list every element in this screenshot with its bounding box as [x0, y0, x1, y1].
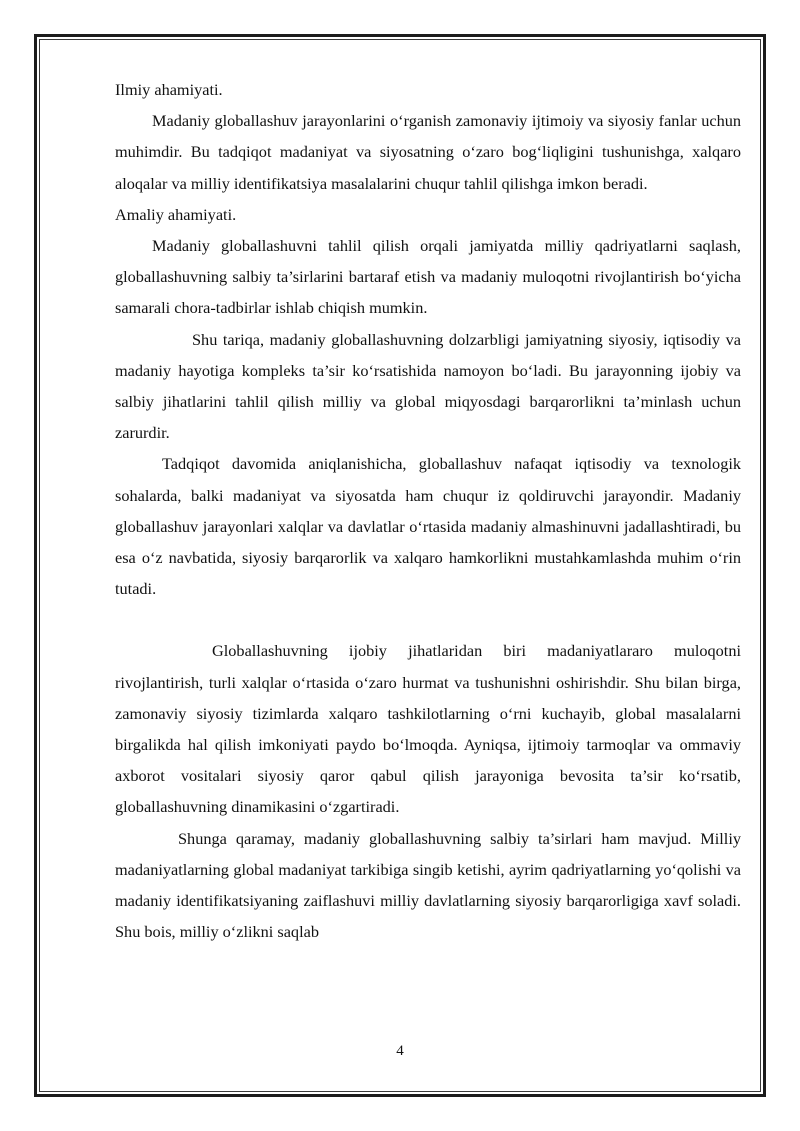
paragraph-positive-aspects: Globallashuvning ijobiy jihatlaridan biri madaniyatlararo muloqotni rivojlantirish, turli xalqlar o‘rtasida o‘zaro hurmat va tushunishni oshirishdir. Shu bilan birga, zamonaviy siyosiy tizimlarda xalqaro tashkilotlarning o‘rni kuchayib, global masalalarni birgalikda hal qilish imkoniyati paydo bo‘lmoqda. Ayniqsa, ijtimoiy tarmoqlar va ommaviy axborot vositalari siyosiy qaror qabul qilish jarayoniga bevosita ta’sir ko‘rsatib, globallashuvning dinamikasini o‘zgartiradi.	[115, 641, 741, 817]
page-number: 4	[396, 1043, 404, 1059]
page-body	[115, 74, 741, 947]
paragraph-practical-significance: Madaniy globallashuvni tahlil qilish orqali jamiyatda milliy qadriyatlarni saqlash, globallashuvning salbiy ta’sirlarini bartaraf etish va madaniy muloqotni rivojlantirish bo‘yicha samarali chora-tadbirlar ishlab chiqish mumkin.	[115, 236, 741, 318]
paragraph-negative-aspects: Shunga qaramay, madaniy globallashuvning salbiy ta’sirlari ham mavjud. Milliy madaniyatlarning global madaniyat tarkibiga singib ketishi, ayrim qadriyatlarning yo‘qolishi va madaniy identifikatsiyaning zaiflashuvi milliy davlatlarning siyosiy barqarorligiga xavf soladi. Shu bois, milliy o‘zlikni saqlab	[115, 828, 741, 942]
heading-scientific-significance: Ilmiy ahamiyati.	[115, 80, 223, 99]
paragraph-gap	[115, 604, 741, 635]
paragraph-relevance: Shu tariqa, madaniy globallashuvning dolzarbligi jamiyatning siyosiy, iqtisodiy va madaniy hayotiga kompleks ta’sir ko‘rsatishida namoyon bo‘ladi. Bu jarayonning ijobiy va salbiy jihatlarini tahlil qilish milliy va global miqyosdagi barqarorlikni ta’minlash uchun zarurdir.	[115, 329, 741, 443]
paragraph-research-findings: Tadqiqot davomida aniqlanishicha, globallashuv nafaqat iqtisodiy va texnologik sohalarda, balki madaniyat va siyosatda ham chuqur iz qoldiruvchi jarayondir. Madaniy globallashuv jarayonlari xalqlar va davlatlar o‘rtasida madaniy almashinuvni jadallashtiradi, bu esa o‘z navbatida, siyosiy barqarorlik va xalqaro hamkorlikni mustahkamlashda muhim o‘rin tutadi.	[115, 454, 741, 599]
heading-practical-significance: Amaliy ahamiyati.	[115, 204, 237, 224]
paragraph-scientific-significance: Madaniy globallashuv jarayonlarini o‘rganish zamonaviy ijtimoiy va siyosiy fanlar uchun muhimdir. Bu tadqiqot madaniyat va siyosatning o‘zaro bog‘liqligini tushunishga, xalqaro aloqalar va milliy identifikatsiya masalalarini chuqur tahlil qilishga imkon beradi.	[115, 111, 741, 193]
